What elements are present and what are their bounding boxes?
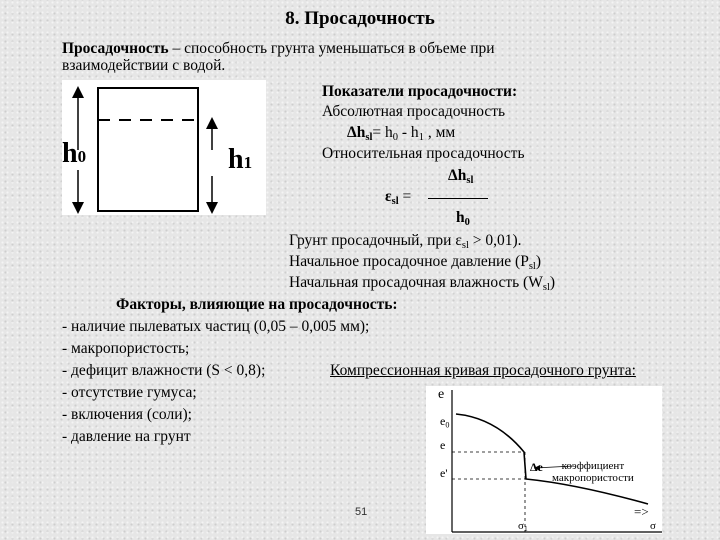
definition-line-1	[62, 40, 495, 58]
e-label: e	[440, 438, 446, 452]
fraction-denominator: $h_0$	[456, 209, 470, 229]
fraction-bar	[428, 198, 488, 199]
relative-formula-lhs: $\varepsilon_{sl}$ =	[385, 188, 412, 208]
sigma1-label: $\sigma_1$	[518, 520, 528, 534]
definition-text: – способность грунта уменьшаться в объеме при	[168, 40, 495, 57]
factor-item: - макропористость;	[62, 340, 190, 357]
indicators-heading: Показатели просадочности:	[322, 83, 518, 100]
compression-curve	[456, 414, 648, 504]
e-prime-label: e'	[440, 466, 448, 480]
factor-item: - давление на грунт	[62, 428, 191, 445]
definition-term: Просадочность	[62, 40, 169, 57]
e0-label: $e_0$	[440, 414, 450, 430]
delta-e-label: Δe	[530, 460, 543, 474]
page-title: 8. Просадочность	[285, 8, 435, 29]
factor-item: - включения (соли);	[62, 406, 192, 423]
note-line-2: макропористости	[552, 472, 634, 484]
note-line-1: коэффициент	[561, 460, 625, 472]
absolute-settlement-formula: $\Delta h_{sl}= h_0 - h_1$ , мм	[347, 124, 456, 144]
x-axis-label: σ	[650, 520, 656, 532]
compression-curve-figure	[426, 386, 662, 534]
page-number: 51	[355, 506, 368, 518]
relative-settlement-label: Относительная просадочность	[322, 145, 525, 162]
curve-heading: Компрессионная кривая просадочного грунта:	[330, 362, 636, 379]
factor-item: - дефицит влажности (S < 0,8);	[62, 362, 266, 379]
fraction-numerator: $\Delta h_{sl}$	[448, 167, 474, 187]
soil-sample-outline	[98, 88, 198, 211]
macroporosity-note	[552, 460, 634, 484]
absolute-settlement-label: Абсолютная просадочность	[322, 103, 506, 120]
sample-figure	[62, 80, 266, 215]
h0-label: h0	[62, 138, 87, 169]
y-axis-label: e	[438, 387, 445, 402]
factor-item: - наличие пылеватых частиц (0,05 – 0,005 мм);	[62, 318, 370, 335]
initial-moisture: Начальная просадочная влажность $(W_{sl})$	[289, 274, 556, 294]
factor-item: - отсутствие гумуса;	[62, 384, 197, 401]
definition-line-2: взаимодействии с водой.	[62, 57, 226, 74]
h1-label: h1	[228, 144, 253, 175]
collapsible-criterion: Грунт просадочный, при $\varepsilon_{sl} > 0,01$).	[289, 232, 522, 252]
arrow-label: =>	[634, 504, 649, 519]
initial-pressure: Начальное просадочное давление $(P_{sl})$	[289, 253, 542, 273]
factors-heading: Факторы, влияющие на просадочность:	[116, 296, 398, 313]
